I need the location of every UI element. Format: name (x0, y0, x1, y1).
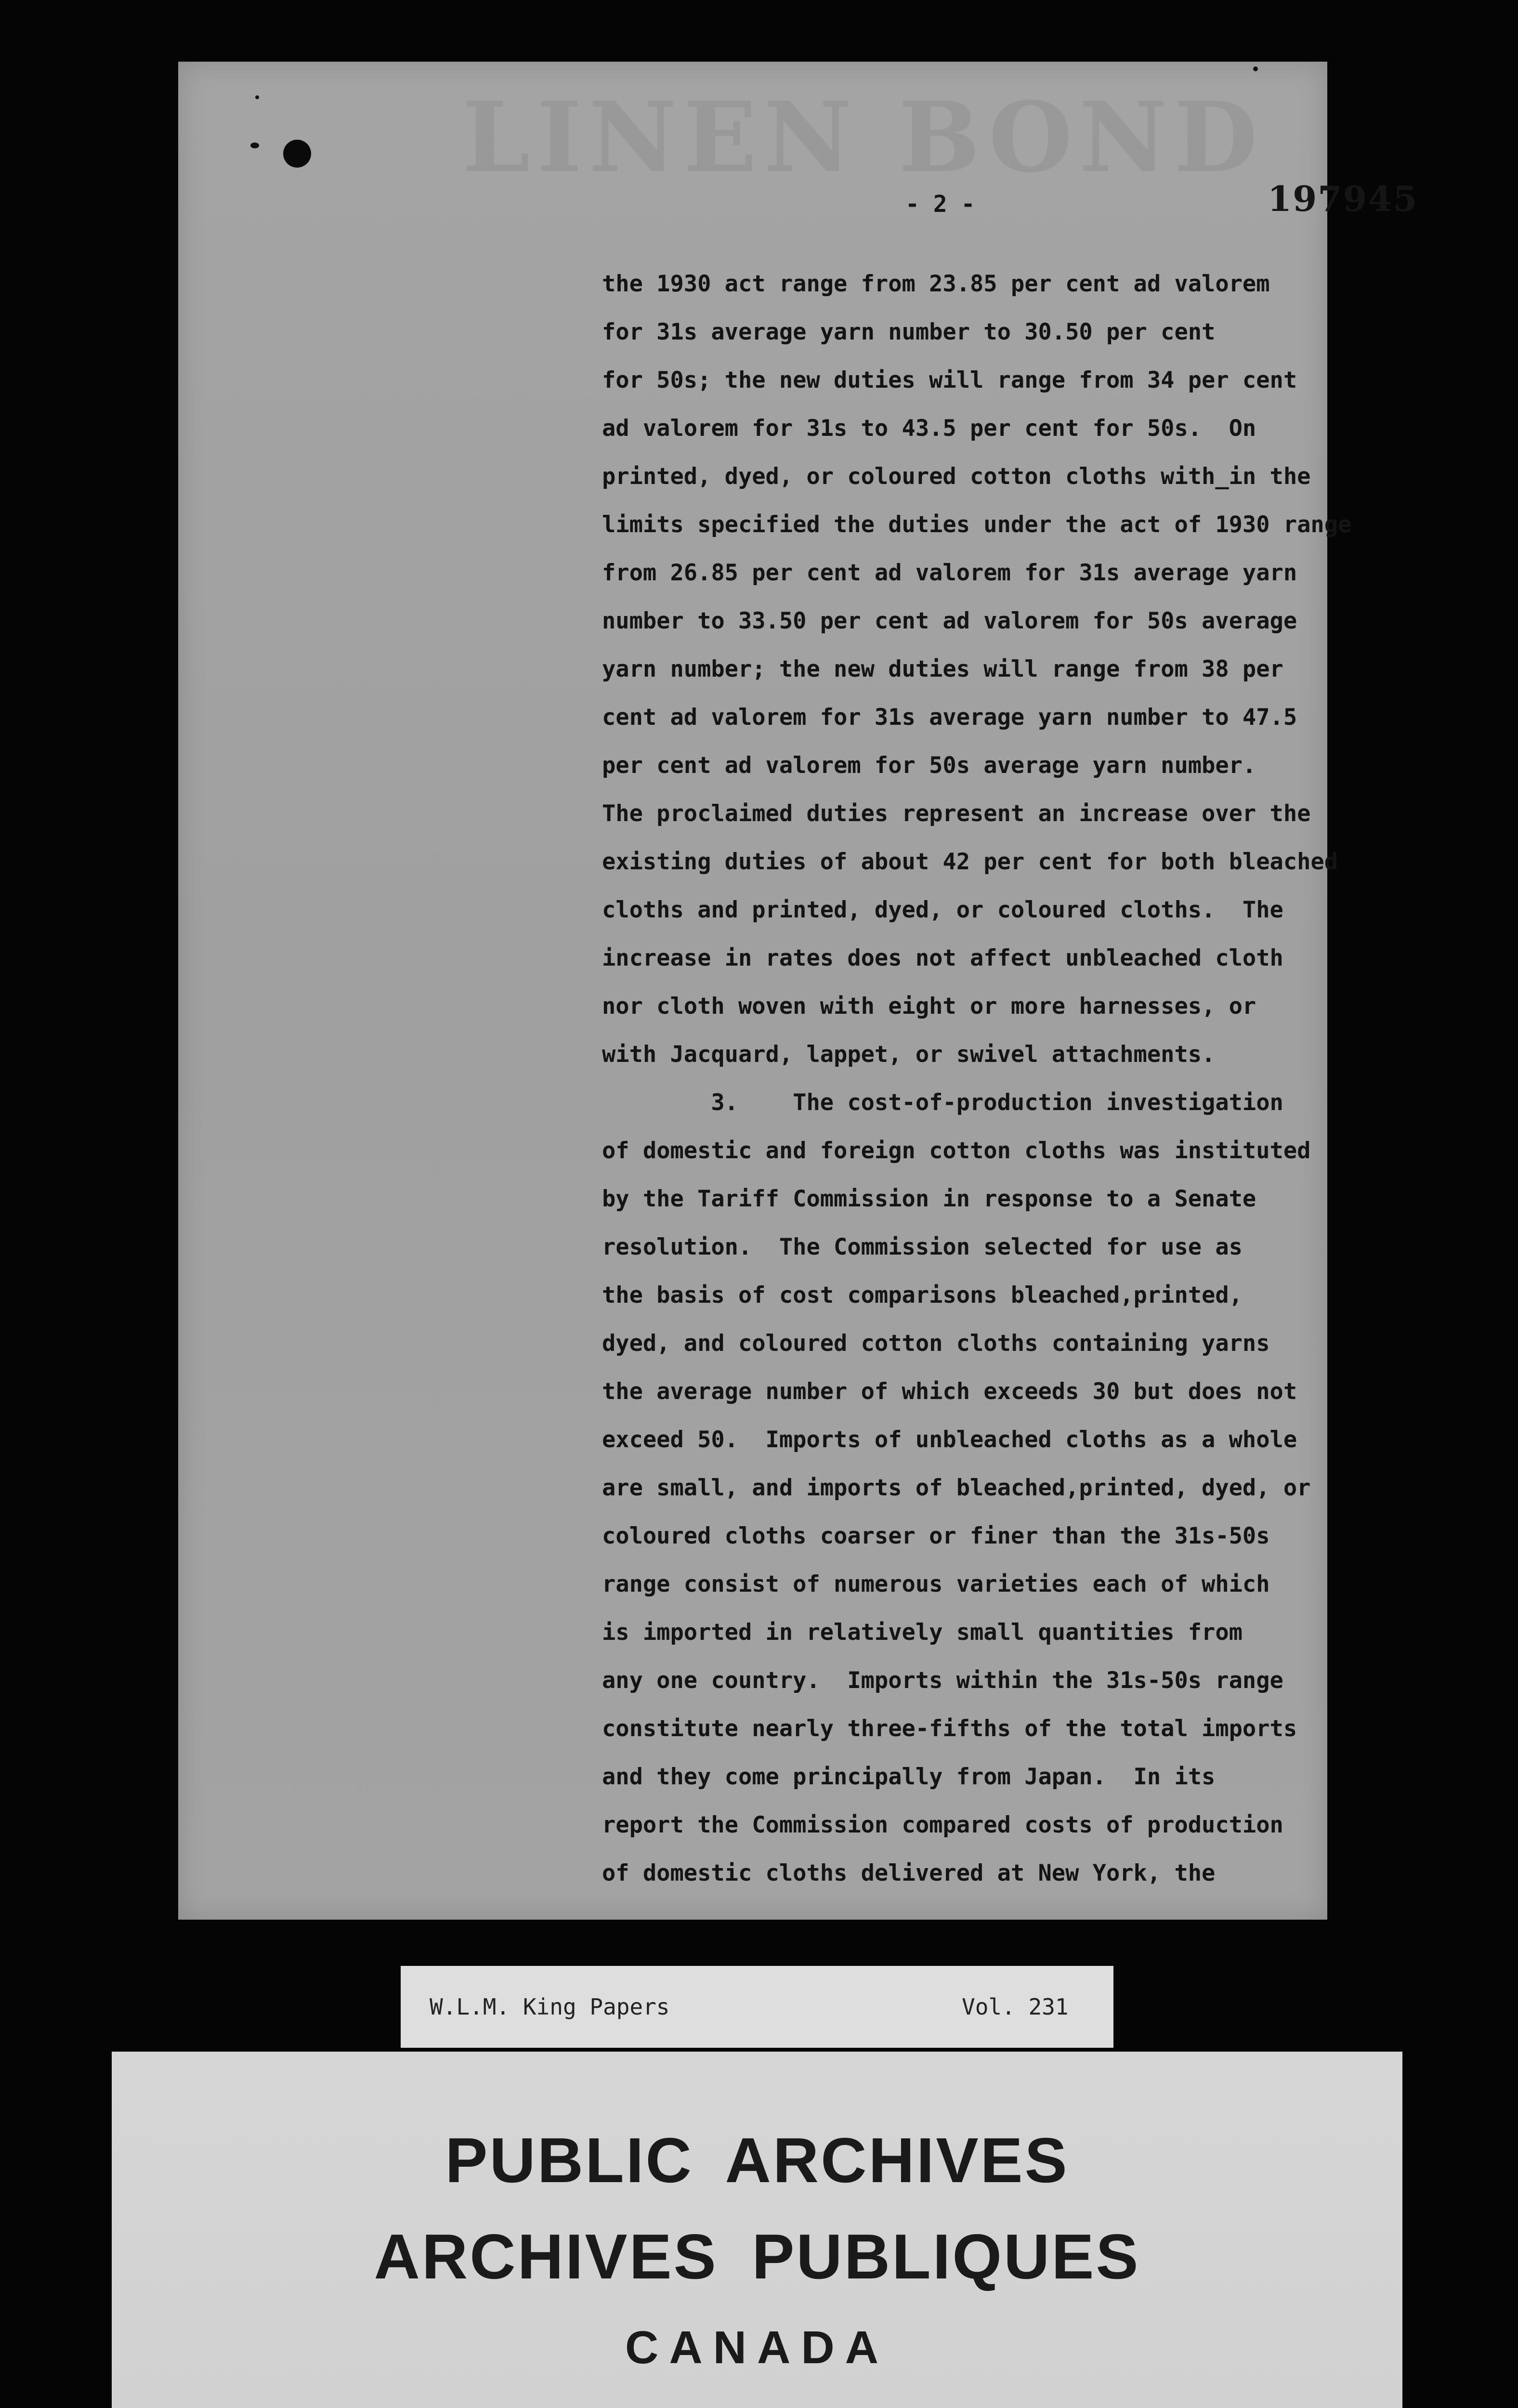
text-line: of domestic and foreign cotton cloths was instituted (602, 1138, 1311, 1164)
text-line: the average number of which exceeds 30 but does not (602, 1378, 1297, 1405)
collection-label: W.L.M. King Papers (430, 1994, 670, 2020)
text-line: existing duties of about 42 per cent for both bleached (602, 849, 1338, 875)
text-line: report the Commission compared costs of production (602, 1812, 1283, 1838)
text-line: number to 33.50 per cent ad valorem for 50s average (602, 608, 1297, 634)
text-line: of domestic cloths delivered at New York, the (602, 1860, 1216, 1886)
body-text (602, 260, 1421, 1898)
speck-icon (1253, 66, 1258, 71)
text-line: cent ad valorem for 31s average yarn number to 47.5 (602, 704, 1297, 731)
speck-icon (255, 95, 259, 99)
volume-label: Vol. 231 (962, 1994, 1069, 2020)
speck-icon (250, 143, 259, 148)
text-line: limits specified the duties under the act of 1930 range (602, 511, 1352, 538)
text-line: with Jacquard, lappet, or swivel attachments. (602, 1041, 1216, 1068)
text-line: constitute nearly three-fifths of the total imports (602, 1715, 1297, 1742)
text-line: range consist of numerous varieties each of which (602, 1571, 1270, 1597)
stamp-line-public-archives: PUBLIC ARCHIVES (445, 2125, 1069, 2196)
text-line: cloths and printed, dyed, or coloured cloths. The (602, 897, 1283, 923)
text-line: and they come principally from Japan. In its (602, 1764, 1216, 1790)
text-line: for 31s average yarn number to 30.50 per cent (602, 319, 1216, 345)
text-line: yarn number; the new duties will range from 38 per (602, 656, 1283, 682)
archive-label-strip (401, 1966, 1113, 2048)
stamp-line-archives-publiques: ARCHIVES PUBLIQUES (374, 2221, 1140, 2292)
text-line: increase in rates does not affect unbleached cloth (602, 945, 1283, 971)
text-line: by the Tariff Commission in response to a Senate (602, 1186, 1256, 1212)
document-id: 197945 (1268, 178, 1418, 219)
text-line: for 50s; the new duties will range from 34 per cent (602, 367, 1297, 393)
text-line: nor cloth woven with eight or more harnesses, or (602, 993, 1256, 1020)
text-line: The proclaimed duties represent an increase over the (602, 800, 1311, 827)
text-line: ad valorem for 31s to 43.5 per cent for 50s. On (602, 415, 1256, 442)
text-line: per cent ad valorem for 50s average yarn number. (602, 752, 1256, 779)
text-line: any one country. Imports within the 31s-50s range (602, 1667, 1283, 1694)
text-line: 3. The cost-of-production investigation (602, 1089, 1283, 1116)
text-line: the basis of cost comparisons bleached,printed, (602, 1282, 1243, 1309)
text-line: coloured cloths coarser or finer than the 31s-50s (602, 1523, 1270, 1549)
text-line: the 1930 act range from 23.85 per cent ad valorem (602, 271, 1270, 297)
text-line: resolution. The Commission selected for use as (602, 1234, 1243, 1260)
text-line: exceed 50. Imports of unbleached cloths as a whole (602, 1426, 1297, 1453)
text-line: are small, and imports of bleached,printed, dyed, or (602, 1475, 1311, 1501)
archives-stamp (112, 2052, 1402, 2408)
document-page (178, 62, 1418, 1920)
text-line: printed, dyed, or coloured cotton cloths with_in the (602, 463, 1311, 490)
paper-watermark: LINEN BOND (462, 81, 1265, 194)
stamp-line-canada: CANADA (625, 2322, 889, 2373)
punch-hole-icon (283, 140, 311, 168)
text-line: is imported in relatively small quantities from (602, 1619, 1243, 1646)
text-line: dyed, and coloured cotton cloths containing yarns (602, 1330, 1270, 1357)
page-number: - 2 - (905, 191, 975, 218)
text-line: from 26.85 per cent ad valorem for 31s average yarn (602, 560, 1297, 586)
